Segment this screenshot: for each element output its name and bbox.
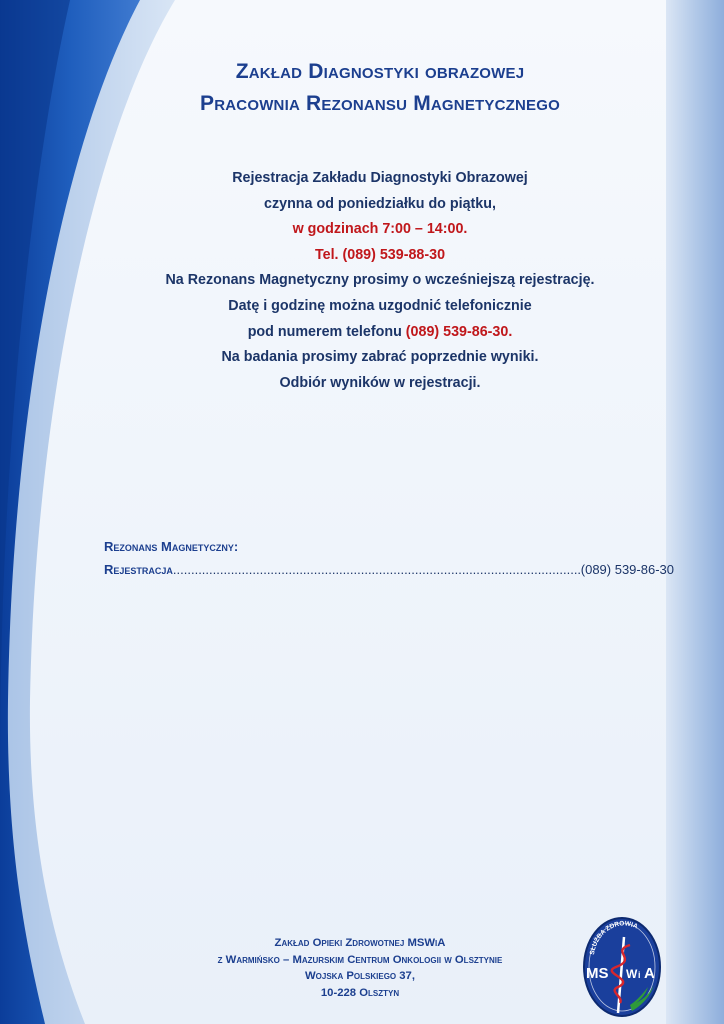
info-line-days: czynna od poniedziałku do piątku, xyxy=(264,195,496,212)
title-line-department: Zakład Diagnostyki obrazowej xyxy=(235,60,525,83)
info-line-registration: Rejestracja Zakładu Diagnostyki Obrazowej xyxy=(232,170,528,186)
mr-registration-phone: (089) 539-86-30 xyxy=(580,562,674,577)
info-line-previous-results: Na badania prosimy zabrać poprzednie wyniki. xyxy=(221,349,539,366)
info-line-hours: w godzinach 7:00 – 14:00. xyxy=(292,221,468,238)
logo-letter-w: W xyxy=(626,967,638,981)
footer-affiliation: z Warmińsko – Mazurskim Centrum Onkologii w Olsztynie xyxy=(217,953,503,966)
mr-registration-row xyxy=(104,562,674,577)
info-line-advance-registration: Na Rezonans Magnetyczny prosimy o wcześniejszą rejestrację. xyxy=(165,272,595,289)
mr-section-heading: Rezonans Magnetyczny: xyxy=(104,539,239,554)
title-line-lab: Pracownia Rezonansu Magnetycznego xyxy=(200,92,560,115)
registration-info xyxy=(100,166,660,396)
phone-suffix: . xyxy=(508,323,513,340)
logo-arc-text: SŁUŻBA ZDROWIA xyxy=(589,920,639,956)
info-line-phone-number xyxy=(100,320,660,346)
logo-letter-i: i xyxy=(638,970,641,980)
info-line-phone-booking: Datę i godzinę można uzgodnić telefonicznie xyxy=(228,297,532,314)
phone-prefix: pod numerem telefonu xyxy=(247,323,406,340)
info-line-results-pickup: Odbiór wyników w rejestracji. xyxy=(279,374,481,391)
footer-address xyxy=(150,935,570,1001)
footer-city: 10-228 Olsztyn xyxy=(320,986,400,999)
mr-phone-number: (089) 539-86-30 xyxy=(405,323,509,340)
page-title xyxy=(60,56,700,120)
dot-leader xyxy=(173,562,581,577)
mr-registration-label: Rejestracja xyxy=(104,562,173,577)
mswia-logo xyxy=(580,915,664,1019)
logo-letters-ms: MS xyxy=(586,965,609,982)
footer-institution: Zakład Opieki Zdrowotnej MSWiA xyxy=(274,937,446,949)
footer-street: Wojska Polskiego 37, xyxy=(305,970,415,982)
info-line-phone: Tel. (089) 539-88-30 xyxy=(314,246,446,263)
logo-letter-a: A xyxy=(644,965,655,982)
